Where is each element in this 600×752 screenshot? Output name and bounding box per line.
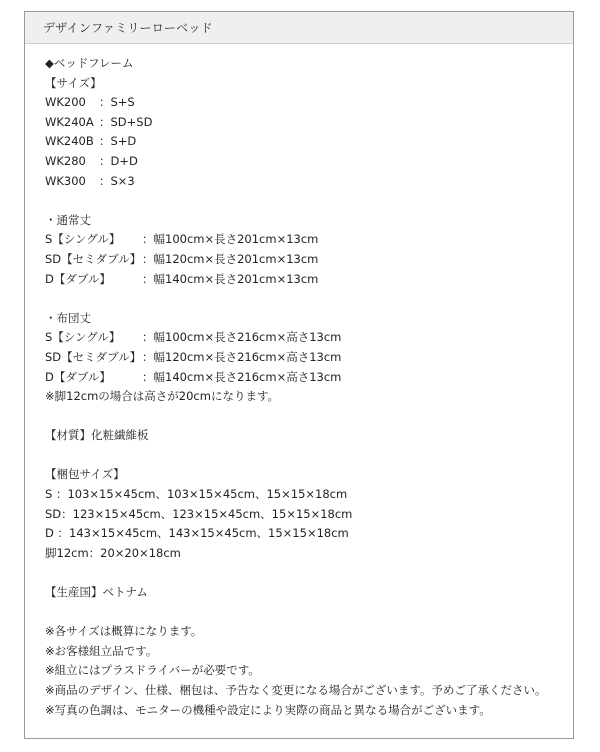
dimension-label: S【シングル】 — [45, 330, 121, 345]
spec-content — [45, 54, 563, 720]
dimension-row — [45, 230, 563, 250]
model-sep: ： — [99, 95, 111, 110]
model-row — [45, 132, 563, 152]
dimension-label: SD【セミダブル】 — [45, 251, 142, 266]
panel-header — [25, 12, 573, 44]
spacer — [45, 407, 563, 427]
note-line: ※各サイズは概算になります。 — [45, 624, 203, 639]
dimension-value: ：幅100cm×長さ201cm×13cm — [142, 232, 319, 247]
model-row — [45, 113, 563, 133]
model-code: WK240B — [45, 134, 94, 149]
dimension-label: S【シングル】 — [45, 232, 121, 247]
package-heading: 【梱包サイズ】 — [45, 467, 125, 482]
origin-line: 【生産国】ベトナム — [45, 585, 148, 600]
material-line: 【材質】化粧繊維板 — [45, 428, 149, 443]
dimension-value: ：幅120cm×長さ201cm×13cm — [142, 251, 319, 266]
normal-length-heading: ・通常丈 — [45, 212, 91, 227]
model-code: WK200 — [45, 95, 86, 110]
spacer — [45, 289, 563, 309]
model-sep: ： — [99, 153, 111, 168]
note-line: ※組立にはプラスドライバーが必要です。 — [45, 663, 260, 678]
dimension-row — [45, 328, 563, 348]
note-line: ※写真の色調は、モニターの機種や設定により実際の商品と異なる場合がございます。 — [45, 702, 491, 717]
model-value: SD+SD — [110, 114, 153, 129]
dimension-label: SD【セミダブル】 — [45, 349, 142, 364]
note-line: ※お客様組立品です。 — [45, 643, 158, 658]
futon-length-heading: ・布団丈 — [45, 310, 91, 325]
dimension-value: ：幅100cm×長さ216cm×高さ13cm — [142, 330, 342, 345]
dimension-row — [45, 270, 563, 290]
bed-frame-heading: ◆ベッドフレーム — [45, 56, 134, 70]
spacer — [45, 446, 563, 466]
spacer — [45, 191, 563, 211]
spacer — [45, 563, 563, 583]
package-line: SD：123×15×45cm、123×15×45cm、15×15×18cm — [45, 506, 353, 521]
dimension-value: ：幅140cm×長さ201cm×13cm — [142, 271, 319, 286]
dimension-row — [45, 348, 563, 368]
product-title: デザインファミリーローベッド — [43, 21, 213, 35]
package-line: S ：103×15×45cm、103×15×45cm、15×15×18cm — [45, 487, 348, 502]
model-row — [45, 172, 563, 192]
model-sep: ： — [99, 114, 111, 129]
spec-panel — [24, 11, 574, 739]
model-row — [45, 93, 563, 113]
dimension-label: D【ダブル】 — [45, 271, 111, 286]
model-code: WK280 — [45, 153, 86, 168]
dimension-value: ：幅120cm×長さ216cm×高さ13cm — [142, 349, 342, 364]
model-code: WK240A — [45, 114, 94, 129]
model-value: D+D — [110, 153, 138, 168]
leg-height-note: ※脚12cmの場合は高さが20cmになります。 — [45, 389, 280, 404]
model-code: WK300 — [45, 173, 86, 188]
model-value: S×3 — [110, 173, 135, 188]
package-line: D ：143×15×45cm、143×15×45cm、15×15×18cm — [45, 526, 349, 541]
dimension-value: ：幅140cm×長さ216cm×高さ13cm — [142, 369, 342, 384]
note-line: ※商品のデザイン、仕様、梱包は、予告なく変更になる場合がございます。予めご了承ください。 — [45, 683, 547, 697]
size-heading: 【サイズ】 — [45, 75, 102, 90]
dimension-label: D【ダブル】 — [45, 369, 111, 384]
model-value: S+S — [110, 95, 135, 110]
model-row — [45, 152, 563, 172]
spacer — [45, 603, 563, 623]
model-value: S+D — [110, 134, 137, 149]
model-sep: ： — [99, 173, 111, 188]
model-sep: ： — [99, 134, 111, 149]
dimension-row — [45, 368, 563, 388]
package-line: 脚12cm：20×20×18cm — [45, 545, 181, 560]
dimension-row — [45, 250, 563, 270]
